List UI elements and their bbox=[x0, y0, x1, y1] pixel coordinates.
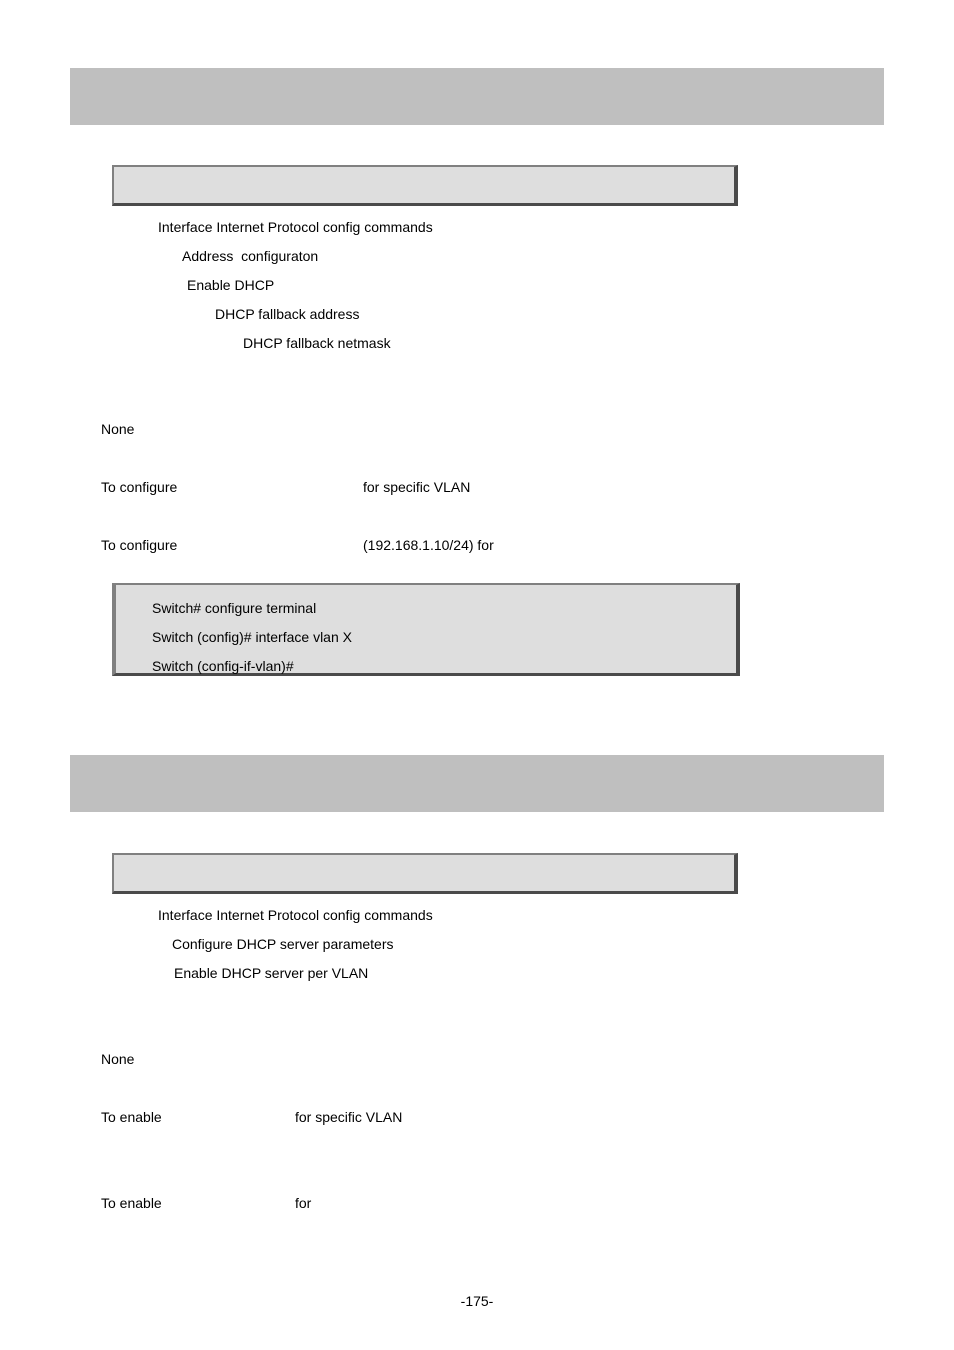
s1-param-5: DHCP fallback netmask bbox=[243, 335, 391, 351]
s2-default-value: None bbox=[101, 1051, 135, 1067]
s1-usage-1-suffix: for specific VLAN bbox=[363, 479, 471, 495]
s1-param-3: Enable DHCP bbox=[187, 277, 275, 293]
example-line-1: Switch# configure terminal bbox=[152, 600, 317, 616]
s2-usage-2-prefix: To enable bbox=[101, 1195, 162, 1211]
example-line-2: Switch (config)# interface vlan X bbox=[152, 629, 352, 645]
s2-usage-1-suffix: for specific VLAN bbox=[295, 1109, 403, 1125]
page-number: -175- bbox=[460, 1293, 494, 1309]
s2-usage-1-prefix: To enable bbox=[101, 1109, 162, 1125]
s1-default-value: None bbox=[101, 421, 135, 437]
section-1-example-box bbox=[112, 583, 740, 676]
section-2-heading-bar bbox=[70, 755, 884, 812]
section-1-heading-bar bbox=[70, 68, 884, 125]
s1-usage-1-prefix: To configure bbox=[101, 479, 178, 495]
section-2-syntax-box bbox=[112, 853, 738, 894]
section-1-syntax-box bbox=[112, 165, 738, 206]
s2-param-1: Interface Internet Protocol config commands bbox=[158, 907, 433, 923]
s1-param-1: Interface Internet Protocol config commands bbox=[158, 219, 433, 235]
s1-usage-2-prefix: To configure bbox=[101, 537, 178, 553]
s1-param-4: DHCP fallback address bbox=[215, 306, 360, 322]
s1-param-2: Address configuraton bbox=[182, 248, 319, 264]
s2-param-2: Configure DHCP server parameters bbox=[172, 936, 394, 952]
s2-usage-2-suffix: for bbox=[295, 1195, 312, 1211]
s1-usage-2-suffix: (192.168.1.10/24) for bbox=[363, 537, 494, 553]
example-line-3: Switch (config-if-vlan)# bbox=[152, 658, 294, 674]
s2-param-3: Enable DHCP server per VLAN bbox=[174, 965, 369, 981]
